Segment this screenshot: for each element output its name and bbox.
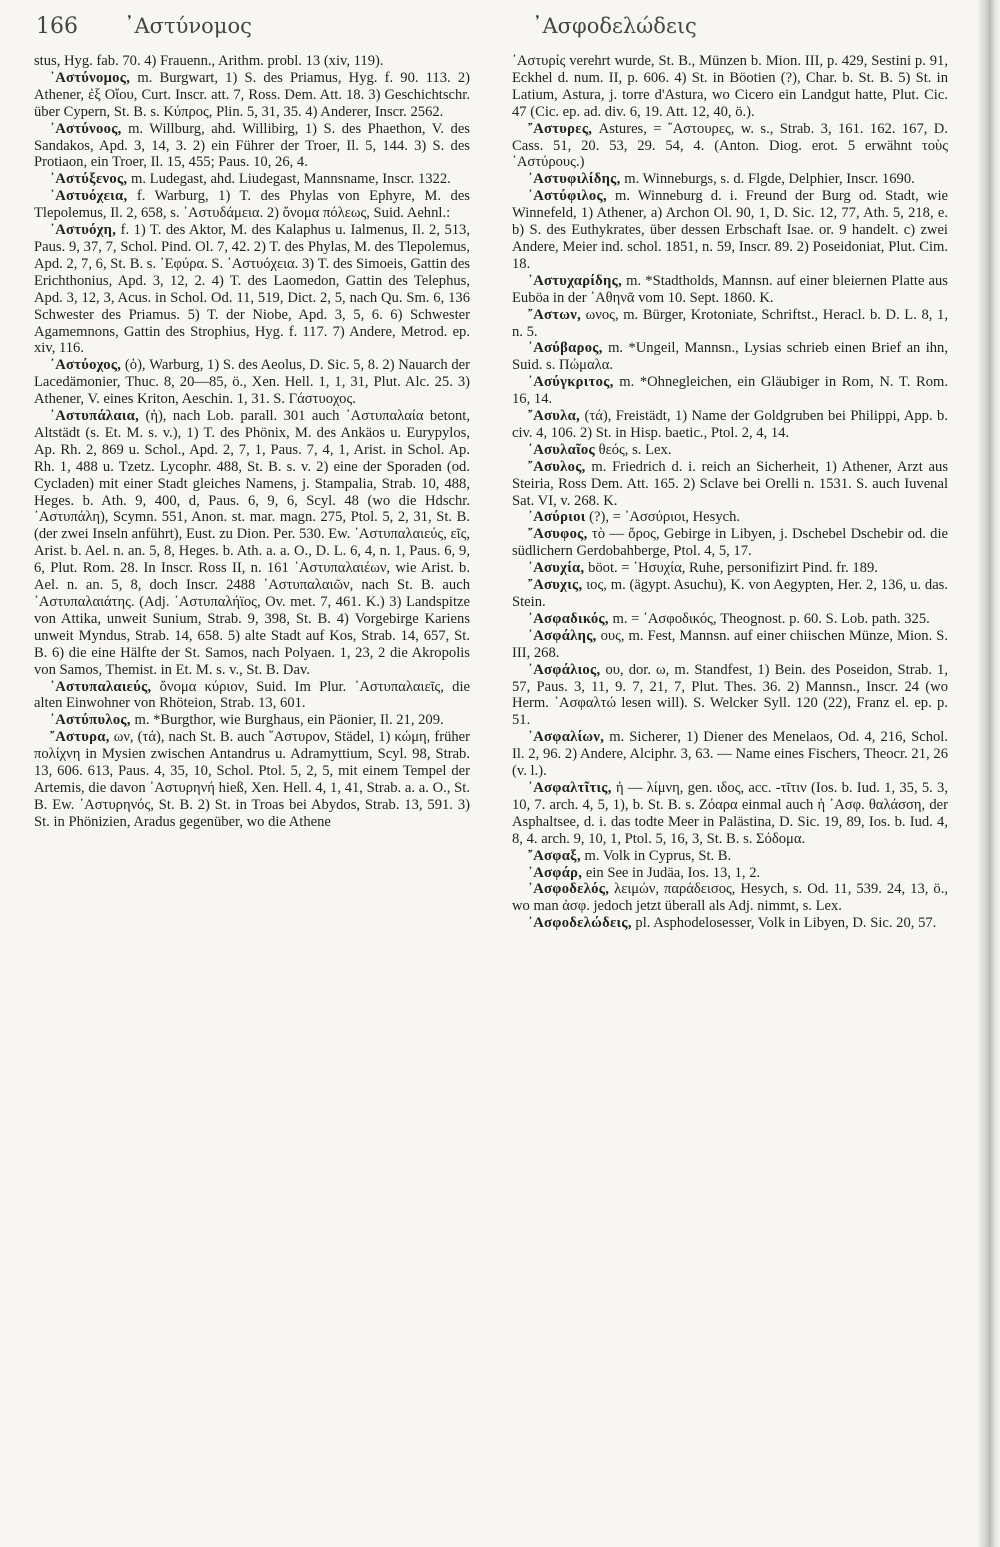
dictionary-entry [34,679,470,713]
entry-headword: ᾿Ασφαδικός, [528,610,609,627]
entry-text: m. *Stadtholds, Mannsn. auf einer bleiernen Platte aus Euböa in der ᾿Αθηνᾶ vom 10. Sept. 1860. K. [512,272,948,306]
entry-headword: ᾿Αστύοχος, [50,357,122,374]
dictionary-entry [512,408,948,442]
entry-text: θεός, s. Lex. [594,441,672,458]
entry-text: pl. Asphodelosesser, Volk in Libyen, D. Sic. 20, 57. [631,915,937,932]
entry-headword: ᾿Αστύξενος, [50,171,128,188]
entry-text: ιος, m. (ägypt. Asuchu), K. von Aegypten, Her. 2, 136, u. das. Stein. [512,577,948,610]
entry-headword: ᾿Ασφοδελός, [528,881,610,898]
entry-text: ου, dor. ω, m. Standfest, 1) Bein. des Poseidon, Strab. 1, 57, Paus. 3, 11, 9. 7, 21, 7, Plut. Thes. 36. 2) Mannsn., Inscr. 24 (wo Herm. ᾿Ασφαλτώ lesen will). S. Welcker Syll. 120 (22), Franz el. ep. p. 51. [512,661,948,729]
entry-text: m. = ᾿Ασφοδικός, Theognost. p. 60. S. Lob. path. 325. [608,610,930,627]
dictionary-entry [512,780,948,848]
entry-headword: ᾿Ασφάλης, [528,627,597,644]
dictionary-entry [512,171,948,188]
dictionary-entry [34,357,470,408]
dictionary-entry [512,848,948,865]
right-column [512,53,948,932]
entry-headword: ᾿Ασφάρ, [528,864,583,881]
entry-text: ωνος, m. Bürger, Krotoniate, Schriftst., Heracl. b. D. L. 8, 1, n. 5. [512,306,948,340]
dictionary-entry [512,188,948,273]
entry-text: m. Burgwart, 1) S. des Priamus, Hyg. f. 90. 113. 2) Athener, ἐξ Οἴου, Curt. Inscr. att. 7, Ross. Dem. Att. 18. 3) Geschichtschr. über Cypern, St. B. s. Κύπρος, Plin. 5, 31, 35. 4) Anderer, Inscr. 2562. [34,69,470,120]
entry-headword: ῎Ασυλος, [528,458,586,475]
dictionary-entry [512,865,948,882]
entry-text: ων, (τά), nach St. B. auch ῎Αστυρον, Städel, 1) κώμη, früher πολίχνη in Mysien zwischen Antandrus u. Adramyttium, Scyl. 98, Strab. 13, 606. 613, Paus. 4, 35, 10, Schol. Ptol. 5, 2, 5, mit einem Tempel der Artemis, die davon ᾿Αστυρηνή hieß, Xen. Hell. 4, 1, 41, Strab. a. a. O., St. B. Ew. ᾿Αστυρηνός, St. B. 2) St. in Troas bei Abydos, Strab. 13, 591. 3) St. in Phönizien, Aradus gegenüber, wo die Athene [34,729,470,830]
dictionary-entry [34,70,470,121]
entry-headword: ᾿Ασύριοι [528,509,586,526]
left-column [34,53,470,831]
entry-headword: ῎Αστων, [528,306,582,323]
dictionary-entry [512,628,948,662]
entry-headword: ῎Ασφαξ, [528,847,581,864]
entry-text: f. 1) T. des Aktor, M. des Kalaphus u. Ialmenus, Il. 2, 513, Paus. 9, 37, 7, Schol. Pind. Ol. 7, 42. 2) T. des Phylas, M. des Tlepolemus, Apd. 2, 7, 6, St. B. s. ᾿Εφύρα. S. ᾿Αστυόχεια. 3) T. des Simoeis, Gattin des Erichthonius, Apd. 3, 12, 2. 4) T. des Laomedon, Gattin des Telephus, Apd. 3, 12, 3, Acus. in Schol. Od. 11, 519, Dict. 2, 5, nach Qu. Sm. 6, 136 Schwester des Priamus. 5) T. der Niobe, Apd. 3, 5, 6. 6) Schwester Agamemnons, Gattin des Strophius, Hyg. f. 117. 7) Andere, Metrod. ep. xiv, 116. [34,222,470,357]
entry-text: ᾿Αστυρίς verehrt wurde, St. B., Münzen b. Mion. III, p. 429, Sestini p. 91, Eckhel d. num. II, p. 606. 4) St. in Böotien (?), Char. b. St. B. 5) St. in Latium, Astura, j. torre d'Astura, wo Cicero ein Landgut hatte, Plut. Cic. 47 (Cic. ep. ad. div. 6, 19. Att. 12, 40, ö.). [512,53,948,120]
dictionary-entry [512,509,948,526]
entry-text: f. Warburg, 1) T. des Phylas von Ephyre, M. des Tlepolemus, Il. 2, 658, s. ᾿Αστυδάμεια. 2) ὄνομα πόλεως, Suid. Aehnl.: [34,188,470,222]
dictionary-entry [512,121,948,172]
dictionary-entry [512,662,948,730]
entry-headword: ᾿Αστύφιλος, [528,188,607,205]
dictionary-entry [512,53,948,121]
dictionary-entry [512,442,948,459]
dictionary-entry [512,374,948,408]
entry-headword: ᾿Αστυφιλίδης, [528,171,621,188]
entry-headword: ᾿Αστύνομος, [50,69,131,86]
entry-text: m. Winneburg d. i. Freund der Burg od. Stadt, wie Winnefeld, 1) Athener, a) Archon Ol. 90, 1, D. Sic. 12, 77, Ath. 5, 218, e. b) S. des Euthykrates, über dessen Erbschaft Isae. or. 9 handelt. c) zwei Andere, Meier ind. schol. 1851, n. 59, Inscr. 89. 2) Poseidoniat, Plut. Cim. 18. [512,188,948,272]
entry-headword: ῎Αστυρα, [50,729,110,746]
dictionary-entry [512,459,948,510]
dictionary-entry [512,560,948,577]
entry-headword: ᾿Ασύγκριτος, [528,374,614,391]
entry-headword: ᾿Αστυόχη, [50,222,117,239]
dictionary-entry [34,729,470,830]
entry-text: m. Sicherer, 1) Diener des Menelaos, Od. 4, 216, Schol. Il. 2, 96. 2) Andere, Alciphr. 3, 63. — Name eines Fischers, Theocr. 21, 26 (v. l.). [512,729,948,780]
entry-text: ἡ — λίμνη, gen. ιδος, acc. -τῖτιν (Ios. b. Iud. 1, 35, 5. 3, 10, 7. arch. 4, 5, 1), b. St. B. s. Ζόαρα einmal auch ἡ ᾿Ασφ. θαλάσση, der Asphaltsee, d. i. das todte Meer in Palästina, D. Sic. 19, 89, Ios. b. Iud. 4, 8, 4. arch. 9, 10, 1, Ptol. 5, 16, 3, St. B. s. Σόδομα. [512,779,948,847]
entry-text: m. Winneburgs, s. d. Flgde, Delphier, Inscr. 1690. [620,171,915,188]
dictionary-entry [512,273,948,307]
entry-text: ὄνομα κύριον, Suid. Im Plur. ᾿Αστυπαλαιεῖς, die alten Einwohner von Rhöteion, Strab. 13, 601. [34,678,470,712]
dictionary-entry [512,915,948,932]
entry-text: (?), = ᾿Ασσύριοι, Hesych. [585,509,741,526]
dictionary-entry [512,577,948,611]
entry-headword: ᾿Αστύνοος, [50,120,122,137]
entry-text: m. *Ungeil, Mannsn., Lysias schrieb einen Brief an ihn, Suid. s. Πώμαλα. [512,340,948,374]
entry-headword: ᾿Αστυπαλαιεύς, [50,678,152,695]
entry-headword: ᾿Αστυχαρίδης, [528,272,623,289]
entry-text: m. Ludegast, ahd. Liudegast, Mannsname, Inscr. 1322. [127,171,451,188]
entry-headword: ᾿Αστύπυλος, [50,712,131,729]
entry-headword: ᾿Ασφοδελώδεις, [528,915,632,932]
entry-headword: ᾿Ασυλαῖος [528,441,595,458]
entry-text: m. Friedrich d. i. reich an Sicherheit, 1) Athener, Arzt aus Steiria, Ross Dem. Att. 165. 2) Sclave bei Orelli n. 1531. S. auch Iuvenal Sat. VI, v. 268. K. [512,458,948,509]
page-number: 166 [36,14,78,39]
entry-text: ein See in Judäa, Ios. 13, 1, 2. [582,864,761,881]
entry-text: m. Volk in Cyprus, St. B. [580,847,732,864]
entry-text: m. *Ohnegleichen, ein Gläubiger in Rom, N. T. Rom. 16, 14. [512,374,948,408]
dictionary-entry [34,171,470,188]
entry-text: m. Willburg, ahd. Willibirg, 1) S. des Phaethon, V. des Sandakos, Apd. 3, 14, 3. 2) ein Führer der Troer, Il. 5, 144. 3) S. des Protiaon, ein Troer, Il. 15, 455; Paus. 10, 26, 4. [34,120,470,171]
entry-text: (τά), Freistädt, 1) Name der Goldgruben bei Philippi, App. b. civ. 4, 106. 2) St. in Hisp. baetic., Ptol. 2, 4, 14. [512,408,948,441]
entry-headword: ᾿Αστυόχεια, [50,188,128,205]
entry-headword: ᾿Ασφάλιος, [528,661,601,678]
dictionary-entry [512,526,948,560]
entry-headword: ῎Αστυρες, [528,120,593,137]
entry-text: (ὁ), Warburg, 1) S. des Aeolus, D. Sic. 5, 8. 2) Nauarch der Lacedämonier, Thuc. 8, 20—85, ö., Xen. Hell. 1, 1, 31, Plut. Alc. 25. 3) Athener, V. eines Kriton, Aeschin. 1, 31. S. Γάστυοχος. [34,357,470,408]
running-head-left: ᾿Αστύνομος [124,14,252,38]
entry-headword: ᾿Ασυχία, [528,560,585,577]
page-edge-shadow [978,0,1000,1547]
entry-headword: ᾿Ασφαλίων, [528,729,605,746]
dictionary-entry [512,307,948,341]
dictionary-entry [34,222,470,357]
entry-headword: ᾿Αστυπάλαια, [50,408,140,425]
dictionary-entry [512,611,948,628]
entry-text: m. *Burgthor, wie Burghaus, ein Päonier, Il. 21, 209. [130,712,444,729]
entry-headword: ῎Ασυφος, [528,526,588,543]
page-header [36,14,956,44]
dictionary-entry [34,121,470,172]
dictionary-entry [512,729,948,780]
dictionary-entry [34,53,470,70]
dictionary-entry [512,881,948,915]
dictionary-entry [34,188,470,222]
entry-headword: ᾿Ασφαλτῖτις, [528,779,612,796]
entry-text: Astures, = ῎Αστουρες, w. s., Strab. 3, 161. 162. 167, D. Cass. 51, 20. 53, 29. 54, 4. (Anton. Diog. erot. 5 erwähnt τοὺς ᾿Αστύρους.) [512,120,948,171]
dictionary-entry [512,340,948,374]
dictionary-entry [34,712,470,729]
entry-headword: ᾿Ασύβαρος, [528,340,603,357]
entry-text: böot. = ῾Ησυχία, Ruhe, personifizirt Pind. fr. 189. [584,560,878,577]
entry-text: (ἡ), nach Lob. parall. 301 auch ᾿Αστυπαλαία betont, Altstädt (s. Et. M. s. v.), 1) T. des Phönix, M. des Ankäos u. Eurypylos, Ap. Rh. 2, 869 u. Schol., Apd. 2, 7, 1, Paus. 7, 4, 1, Arist. in Schol. Ap. Rh. 1, 488 u. Tzetz. Lycophr. 488, St. B. s. v. 2) eine der Sporaden (od. Cycladen) mit einer Stadt gleiches Namens, j. Stampalia, Strab. 10, 488, Heges. b. Ath. 9, 400, d, Paus. 6, 9, 6, Scyl. 48 (wo die Hdschr. ᾿Αστυπάλη), Scymn. 551, Anon. st. mar. magn. 275, Ptol. 5, 2, 31, St. B. (der zwei Inseln anführt), Eust. zu Dion. Per. 530. Ew. ᾿Αστυπαλαιεύς, εῖς, Arist. b. Ael. n. an. 5, 8, Heges. b. Ath. a. a. O., D. L. 6, 4, n. 1, Paus. 6, 9, 6, Plut. Rom. 28. In Inscr. Ross II, n. 161 ᾿Αστυπαλαιέων, wie Arist. b. Ael. n. an. 5, 8, doch Inscr. 2488 ᾿Αστυπαλαιῶν, nach St. B. auch ᾿Αστυπαλαιάτης. (Adj. ᾿Αστυπαλήϊος, Ov. met. 7, 461. K.) 3) Landspitze von Attika, unweit Sunium, Strab. 9, 398, St. B. 4) Vorgebirge Kariens unweit Myndus, Strab. 14, 658. 5) alte Stadt auf Kos, Strab. 14, 657, St. B. 6) die eine Hälfte der St. Samos, nach Polyaen. 1, 23, 2 die Akropolis von Samos, Themist. in Et. M. s. v., St. B. Dav. [34,408,470,678]
dictionary-entry [34,408,470,679]
entry-text: λειμών, παράδεισος, Hesych, s. Od. 11, 539. 24, 13, ö., wo man ἀσφ. jedoch jetzt überall als Adj. nimmt, s. Lex. [512,881,948,915]
entry-headword: ῎Ασυχις, [528,577,583,594]
entry-text: ους, m. Fest, Mannsn. auf einer chiischen Münze, Mion. S. III, 268. [512,627,948,661]
entry-headword: ῎Ασυλα, [528,408,581,425]
entry-text: τὸ — ὄρος, Gebirge in Libyen, j. Dschebel Dschebir od. die südlichern Gerdobahberge, Ptol. 4, 5, 17. [512,526,948,560]
running-head-right: ᾿Ασφοδελώδεις [532,14,697,38]
entry-text: stus, Hyg. fab. 70. 4) Frauenn., Arithm. probl. 13 (xiv, 119). [34,53,384,69]
